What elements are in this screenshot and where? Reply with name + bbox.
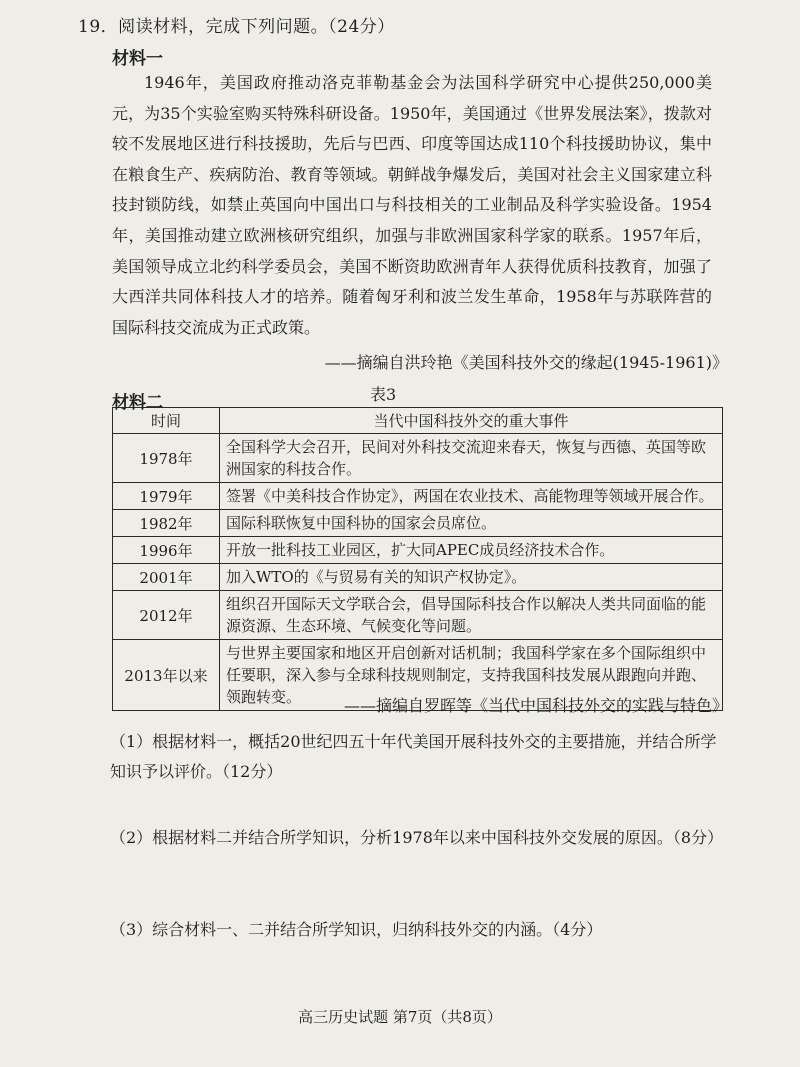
- row-year: 1979年: [113, 483, 220, 510]
- row-event: 开放一批科技工业园区，扩大同APEC成员经济技术合作。: [220, 537, 723, 564]
- row-year: 2012年: [113, 591, 220, 640]
- row-event: 组织召开国际天文学联合会，倡导国际科技合作以解决人类共同面临的能源资源、生态环境、气候变化等问题。: [220, 591, 723, 640]
- question-2: （2）根据材料二并结合所学知识，分析1978年以来中国科技外交发展的原因。（8分）: [110, 828, 724, 847]
- page-footer: 高三历史试题 第7页（共8页）: [298, 1008, 502, 1026]
- question-header: 19．阅读材料，完成下列问题。（24分）: [78, 17, 395, 37]
- table-row: [113, 483, 723, 510]
- table-row: [113, 591, 723, 640]
- row-year: 1978年: [113, 434, 220, 483]
- row-event: 国际科联恢复中国科协的国家会员席位。: [220, 510, 723, 537]
- table-row: [113, 564, 723, 591]
- question-1: （1）根据材料一，概括20世纪四五十年代美国开展科技外交的主要措施，并结合所学知识予以评价。（12分）: [110, 732, 717, 781]
- row-year: 1996年: [113, 537, 220, 564]
- row-year: 1982年: [113, 510, 220, 537]
- material1-label: 材料一: [112, 49, 163, 69]
- table-row: [113, 434, 723, 483]
- material1-source: ——摘编自洪玲艳《美国科技外交的缘起(1945-1961)》: [324, 353, 728, 372]
- row-year: 2001年: [113, 564, 220, 591]
- table-caption: 表3: [370, 385, 397, 404]
- column-header-time: 时间: [113, 408, 220, 434]
- column-header-event: 当代中国科技外交的重大事件: [220, 408, 723, 434]
- row-year: 2013年以来: [113, 640, 220, 711]
- material1-text: 1946年，美国政府推动洛克菲勒基金会为法国科学研究中心提供250,000美元，为35个实验室购买特殊科研设备。1950年，美国通过《世界发展法案》，拨款对较不发展地区进行科技援助，先后与巴西、印度等国达成110个科技援助协议，集中在粮食生产、疾病防治、教育等领域。朝鲜战争爆发后，美国对社会主义国家建立科技封锁防线，如禁止英国向中国出口与科技相关的工业制品及科学实验设备。1954年，美国推动建立欧洲核研究组织，加强与非欧洲国家科学家的联系。1957年后，美国领导成立北约科学委员会，美国不断资助欧洲青年人获得优质科技教育，加强了大西洋共同体科技人才的培养。随着匈牙利和波兰发生革命，1958年与苏联阵营的国际科技交流成为正式政策。: [112, 73, 712, 337]
- table-header-row: [113, 408, 723, 434]
- question-3: （3）综合材料一、二并结合所学知识，归纳科技外交的内涵。（4分）: [110, 920, 603, 939]
- row-event: 全国科学大会召开，民间对外科技交流迎来春天，恢复与西德、英国等欧洲国家的科技合作。: [220, 434, 723, 483]
- row-event: 与世界主要国家和地区开启创新对话机制；我国科学家在多个国际组织中任要职，深入参与全球科技规则制定，支持我国科技发展从跟跑向并跑、领跑转变。: [220, 640, 723, 711]
- material2-source: ——摘编自罗晖等《当代中国科技外交的实践与特色》: [343, 696, 728, 715]
- table-row: [113, 537, 723, 564]
- table-row: [113, 510, 723, 537]
- events-table: [112, 407, 723, 711]
- row-event: 签署《中美科技合作协定》，两国在农业技术、高能物理等领域开展合作。: [220, 483, 723, 510]
- row-event: 加入WTO的《与贸易有关的知识产权协定》。: [220, 564, 723, 591]
- material2-label: 材料二: [112, 393, 163, 413]
